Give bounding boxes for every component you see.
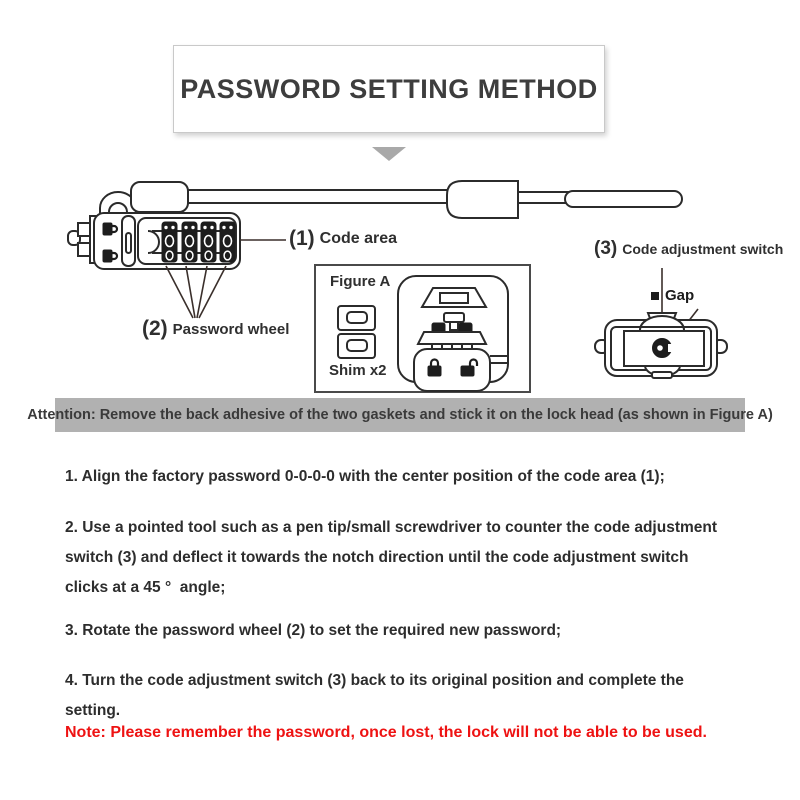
square-bullet-icon xyxy=(651,292,659,300)
callout-password-wheel xyxy=(142,317,289,341)
warning-note: Note: Please remember the password, once lost, the lock will not be able to be used. xyxy=(65,724,707,741)
gap-label: Gap xyxy=(665,287,695,304)
attention-text: Attention: Remove the back adhesive of the two gaskets and stick it on the lock head (as shown in Figure A) xyxy=(27,407,773,423)
password-wheel xyxy=(162,222,177,262)
password-wheel xyxy=(182,222,197,262)
step-3: 3. Rotate the password wheel (2) to set the required new password; xyxy=(65,622,562,639)
lock-diagram xyxy=(50,150,760,400)
attention-bar xyxy=(27,398,773,432)
callout-label: Password wheel xyxy=(172,320,290,338)
gap-callout xyxy=(651,287,694,304)
step-4: 4. Turn the code adjustment switch (3) back to its original position and complete the setting. xyxy=(65,672,684,719)
cable xyxy=(186,181,682,218)
page-title: PASSWORD SETTING METHOD xyxy=(180,73,598,104)
callout-label: Code adjustment switch xyxy=(622,241,784,257)
callout-code-area xyxy=(289,227,397,251)
step-2: 2. Use a pointed tool such as a pen tip/small screwdriver to counter the code adjustment switch (3) and deflect it towards the notch direction until the code adjustment switch clicks at a 45 ° angle; xyxy=(65,519,718,596)
password-wheel xyxy=(220,222,235,262)
step-1: 1. Align the factory password 0-0-0-0 with the center position of the code area (1); xyxy=(65,468,665,485)
password-wheel xyxy=(201,222,216,262)
callout-code-adjustment-switch xyxy=(594,238,783,260)
figure-a-title: Figure A xyxy=(330,273,391,290)
callout-number: (1) xyxy=(289,227,315,250)
lock-bottom-view xyxy=(595,313,727,378)
callout-number: (3) xyxy=(594,238,618,259)
callout-number: (2) xyxy=(142,317,168,340)
callout-label: Code area xyxy=(319,230,398,247)
shim-label: Shim x2 xyxy=(329,362,387,379)
title-box xyxy=(173,45,605,133)
